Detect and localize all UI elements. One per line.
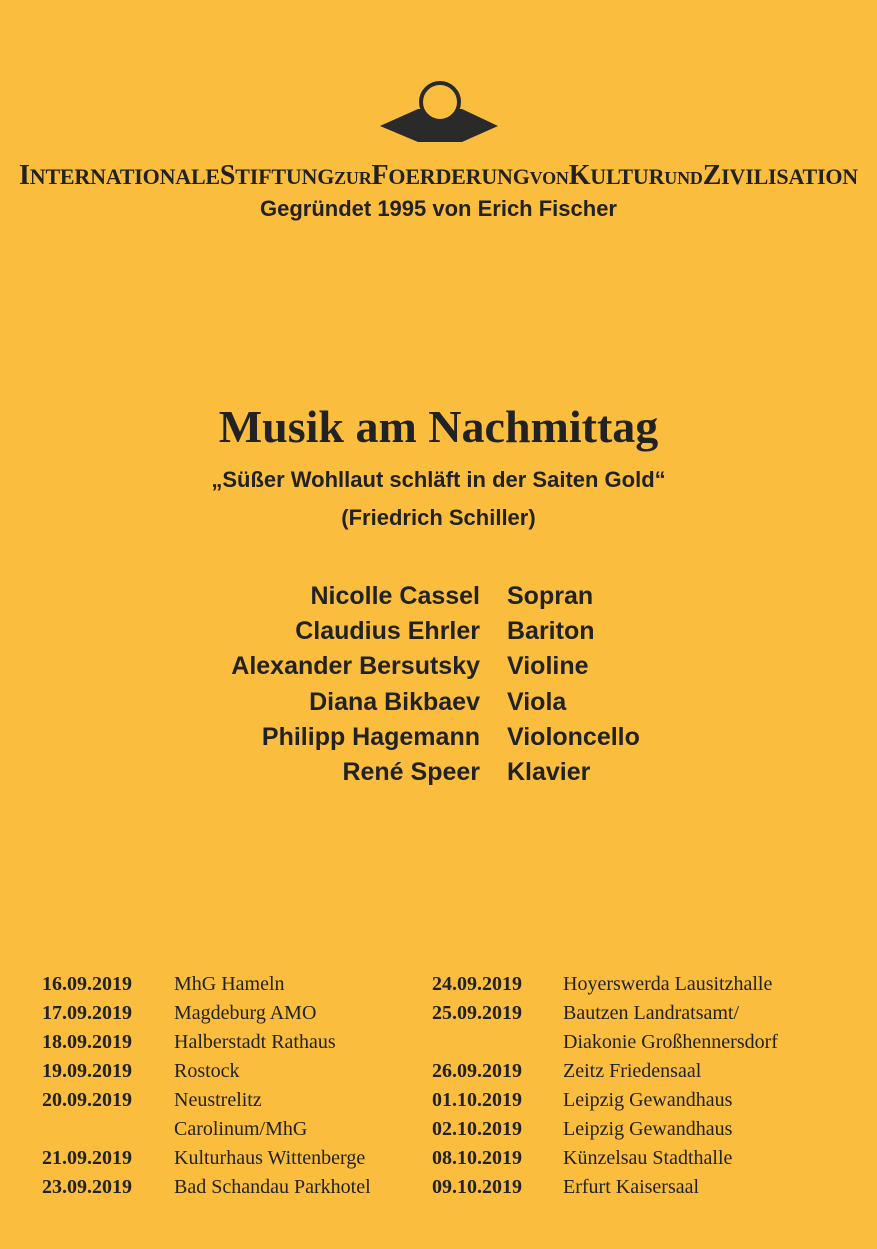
performer-name: Philipp Hagemann [261, 722, 480, 751]
performer-instrument: Bariton [507, 617, 595, 646]
concert-date: 02.10.2019 [432, 1118, 522, 1140]
org-name-part: F [371, 160, 389, 191]
org-name-part: I [19, 160, 30, 191]
concert-venue: Hoyerswerda Lausitzhalle [563, 973, 773, 995]
performer-row [0, 688, 877, 723]
concert-date: 18.09.2019 [42, 1031, 132, 1053]
concert-date: 01.10.2019 [432, 1089, 522, 1111]
concert-venue: Neustrelitz [174, 1089, 262, 1111]
concert-venue: Leipzig Gewandhaus [563, 1089, 733, 1111]
performer-name: Diana Bikbaev [309, 687, 480, 716]
founded-line: Gegründet 1995 von Erich Fischer [259, 196, 617, 221]
quote-author: (Friedrich Schiller) [341, 505, 536, 530]
concert-date: 25.09.2019 [432, 1002, 522, 1024]
concert-venue: Halberstadt Rathaus [174, 1031, 336, 1053]
performer-list [0, 582, 877, 793]
performer-row [0, 723, 877, 758]
event-title: Musik am Nachmittag [218, 401, 659, 452]
concert-venue: Kulturhaus Wittenberge [174, 1147, 366, 1169]
performer-instrument: Viola [507, 687, 567, 716]
org-name-part: Z [702, 160, 722, 191]
org-name-part: ZUR [334, 168, 372, 188]
concert-date: 08.10.2019 [432, 1147, 522, 1169]
foundation-name [0, 160, 877, 192]
performer-instrument: Klavier [507, 757, 591, 786]
org-name-part: IVILISATION [721, 164, 858, 189]
concert-venue: MhG Hameln [174, 973, 285, 995]
concert-date: 16.09.2019 [42, 973, 132, 995]
concert-date: 23.09.2019 [42, 1176, 132, 1198]
org-name-part: NTERNATIONALE [29, 164, 220, 189]
performer-name: Nicolle Cassel [310, 582, 480, 610]
concert-venue: Bautzen Landratsamt/ [563, 1002, 740, 1024]
concert-venue: Carolinum/MhG [174, 1118, 308, 1140]
concert-venue: Magdeburg AMO [174, 1002, 317, 1024]
performer-instrument: Violine [507, 652, 589, 681]
concert-date: 17.09.2019 [42, 1002, 132, 1024]
concert-venue: Leipzig Gewandhaus [563, 1118, 733, 1140]
org-name-part: OERDERUNG [388, 164, 530, 189]
performer-instrument: Sopran [507, 582, 594, 610]
org-name-part: ULTUR [590, 164, 665, 189]
concert-venue: Erfurt Kaisersaal [563, 1176, 700, 1198]
performer-name: René Speer [342, 757, 480, 786]
concert-venue: Rostock [174, 1060, 240, 1082]
performer-row [0, 652, 877, 687]
org-name-part: K [568, 160, 591, 191]
org-name-part: UND [664, 168, 703, 188]
event-quote: „Süßer Wohllaut schläft in der Saiten Gold“ [211, 467, 666, 492]
concert-venue: Diakonie Großhennersdorf [563, 1031, 778, 1053]
org-name-part: S [219, 160, 236, 191]
concert-date: 26.09.2019 [432, 1060, 522, 1082]
org-name-part: TIFTUNG [235, 164, 335, 189]
concert-date: 20.09.2019 [42, 1089, 132, 1111]
foundation-logo-icon [378, 80, 500, 142]
performer-row [0, 758, 877, 793]
performer-name: Alexander Bersutsky [231, 652, 480, 681]
concert-date: 19.09.2019 [42, 1060, 132, 1082]
concert-date: 24.09.2019 [432, 973, 522, 995]
performer-row [0, 582, 877, 617]
concert-venue: Bad Schandau Parkhotel [174, 1176, 371, 1198]
concert-venue: Zeitz Friedensaal [563, 1060, 702, 1082]
concert-date: 09.10.2019 [432, 1176, 522, 1198]
performer-instrument: Violoncello [507, 722, 640, 751]
performer-row [0, 617, 877, 652]
concert-venue: Künzelsau Stadthalle [563, 1147, 733, 1169]
org-name-part: VON [529, 168, 569, 188]
concert-date: 21.09.2019 [42, 1147, 132, 1169]
performer-name: Claudius Ehrler [295, 617, 480, 646]
